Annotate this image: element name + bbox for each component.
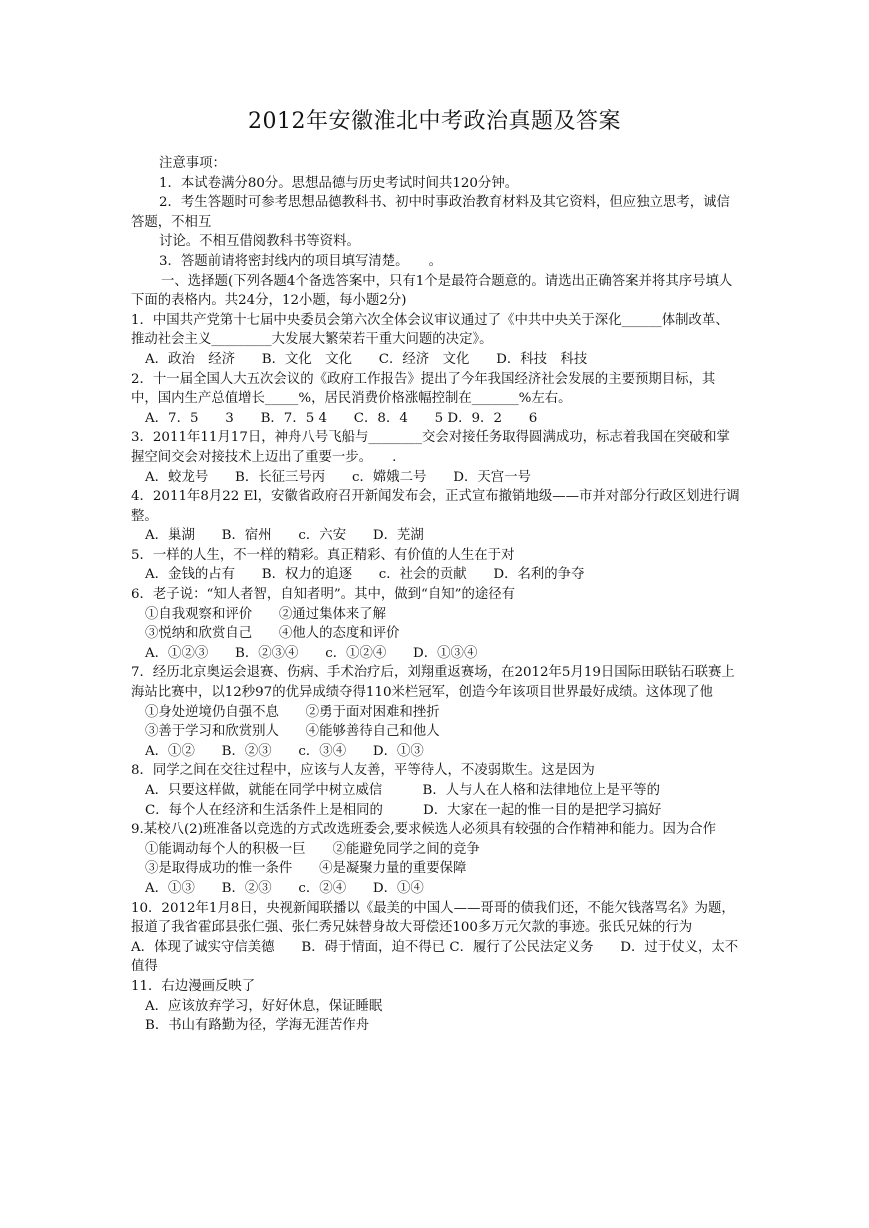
document-body	[131, 154, 741, 1036]
question-9: 9.某校八(2)班准备以竞选的方式改选班委会,要求候选人必须具有较强的合作精神和能力。因为合作	[131, 822, 717, 838]
question-9-options: A．①③ B．②③ c．②④ D．①④	[145, 880, 424, 896]
question-8: 8．同学之间在交往过程中，应该与人友善，平等待人，不凌弱欺生。这是因为	[131, 763, 595, 779]
question-3-options: A．蛟龙号 B．长征三号丙 c．嫦娥二号 D．天宫一号	[145, 469, 531, 485]
question-1-options: A．政治 经济 B．文化 文化 C．经济 文化 D．科技 科技	[145, 351, 588, 367]
notice-item-2-continued: 讨论。不相互借阅教科书等资料。	[159, 234, 360, 250]
section-heading: 一、选择题(下列各题4个备选答案中，只有1个是最符合题意的。请选出正确答案并将其序号填人下面的表格内。共24分，12小题，每小题2分)	[131, 273, 733, 309]
question-6-options: A．①②③ B．②③④ c．①②④ D．①③④	[145, 645, 478, 661]
question-11-option-b: B．书山有路勤为径，学海无涯苦作舟	[145, 1018, 370, 1034]
question-4: 4．2011年8月22 El，安徽省政府召开新闻发布会，正式宣布撤销地级——市并对部分行政区划进行调整。	[131, 489, 740, 524]
question-8-options-row-1: A．只要这样做，就能在同学中树立威信 B．人与人在人格和法律地位上是平等的	[145, 783, 660, 798]
question-8-options-row-2: C．每个人在经济和生活条件上是相同的 D．大家在一起的惟一目的是把学习搞好	[145, 802, 662, 818]
question-10: 10．2012年1月8日，央视新闻联播以《最美的中国人——哥哥的债我们还，不能欠钱落骂名》为题，报道了我省霍邱县张仁强、张仁秀兄妹替身故大哥偿还100多万元欠款的事迹。张氏兄妹的行为	[131, 900, 735, 936]
question-11-option-a: A．应该放弃学习，好好休息，保证睡眠	[145, 998, 383, 1014]
question-7: 7．经历北京奥运会退赛、伤病、手术治疗后，刘翔重返赛场，在2012年5月19日国际田联钻石联赛上海站比赛中，以12秒97的优异成绩夺得110米栏冠军，创造今年该项目世界最好成绩。这体现了他	[131, 665, 735, 701]
notice-item-1: 1．本试卷满分80分。思想品德与历史考试时间共120分钟。	[159, 175, 519, 191]
question-2: 2．十一届全国人大五次会议的《政府工作报告》提出了今年我国经济社会发展的主要预期目标，其中，国内生产总值增长_____%，居民消费价格涨幅控制在_______%左右。	[131, 371, 716, 407]
question-7-statement-1: ①身处逆境仍自强不息 ②勇于面对困难和挫折	[145, 704, 440, 720]
page-title: 2012年安徽淮北中考政治真题及答案	[248, 109, 621, 134]
question-5-options: A．金钱的占有 B．权力的追逐 c．社会的贡献 D．名利的争夺	[145, 567, 585, 583]
question-7-statement-2: ③善于学习和欣赏别人 ④能够善待自己和他人	[145, 724, 440, 740]
notice-heading: 注意事项：	[159, 156, 226, 171]
question-9-statement-2: ③是取得成功的惟一条件 ④是凝聚力量的重要保障	[145, 861, 467, 877]
question-2-options: A．7．5 3 B．7．5 4 C．8．4 5 D．9．2 6	[145, 410, 538, 426]
question-3: 3．2011年11月17日，神舟八号飞船与________交会对接任务取得圆满成功，标志着我国在突破和掌握空间交会对接技术上迈出了重要一步。 .	[131, 430, 730, 465]
notice-item-2: 2．考生答题时可参考思想品德教科书、初中时事政治教育材料及其它资料，但应独立思考，诚信答题，不相互	[131, 195, 730, 230]
question-7-options: A．①② B．②③ c．③④ D．①③	[145, 743, 424, 759]
question-9-statement-1: ①能调动每个人的积极一巨 ②能避免同学之间的竞争	[145, 841, 480, 857]
question-10-options: A．体现了诚实守信美德 B．碍于情面，迫不得已 C．履行了公民法定义务 D．过于仗义，太不值得	[131, 939, 739, 975]
question-6-statement-2: ③悦纳和欣赏自己 ④他人的态度和评价	[145, 626, 400, 642]
question-1: 1．中国共产党第十七届中央委员会第六次全体会议审议通过了《中共中央关于深化______体制改革、推动社会主义_________大发展大繁荣若干重大问题的决定》。	[131, 312, 729, 348]
question-6: 6．老子说：“知人者智，自知者明”。其中，做到“自知”的途径有	[131, 587, 516, 603]
question-4-options: A．巢湖 B．宿州 c．六安 D．芜湖	[145, 528, 424, 544]
question-6-statement-1: ①自我观察和评价 ②通过集体来了解	[145, 606, 387, 622]
notice-item-3: 3．答题前请将密封线内的项目填写清楚。 。	[159, 253, 443, 269]
question-11: 11．右边漫画反映了	[131, 978, 256, 994]
question-5: 5．一样的人生，不一样的精彩。真正精彩、有价值的人生在于对	[131, 547, 515, 563]
